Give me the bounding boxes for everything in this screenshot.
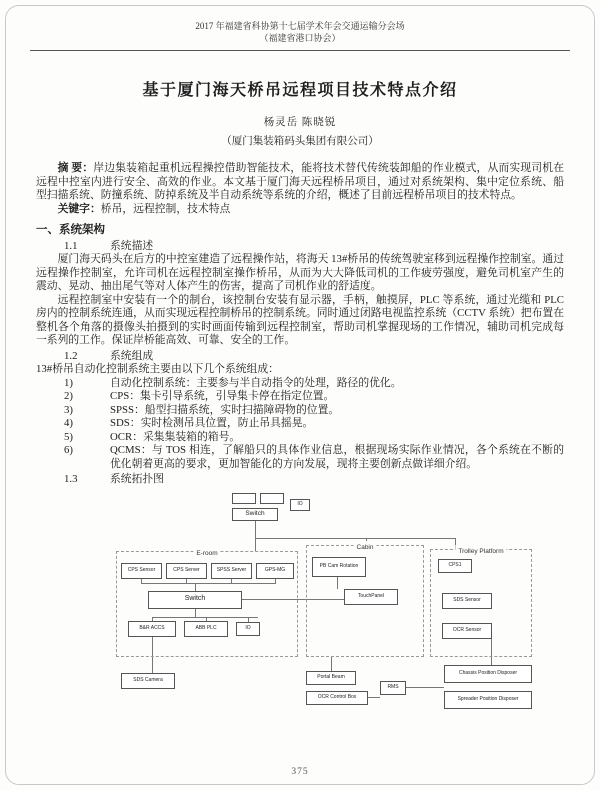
diagram-node: Spreader Position Disposer <box>444 691 532 709</box>
diagram-connector <box>368 697 380 698</box>
list-item-text: SDS：实时检测吊具位置，防止吊具摇晃。 <box>110 417 314 429</box>
diagram-region-label: Cabin <box>354 541 377 555</box>
list-item-text: 自动化控制系统：主要参与半自动指令的处理，路径的优化。 <box>110 376 402 389</box>
diagram-node: IO <box>290 499 310 511</box>
list-item <box>36 404 564 418</box>
list-item <box>36 431 564 445</box>
subsection-1-1-number: 1.1 <box>64 239 78 252</box>
diagram-node: ABB PLC <box>184 621 228 637</box>
diagram-node: SDS Sensor <box>442 593 492 609</box>
paper-title: 基于厦门海天桥吊远程项目技术特点介绍 <box>142 82 458 99</box>
diagram-connector <box>406 687 444 688</box>
subsection-1-1-title: 系统描述 <box>110 239 154 252</box>
diagram-node: B&R ACCS <box>128 621 176 637</box>
keywords-text: 桥吊，远程控制，技术特点 <box>100 202 231 215</box>
list-item-text: CPS：集卡引导系统，引导集卡停在指定位置。 <box>110 390 335 402</box>
subsection-1-3-number: 1.3 <box>64 473 78 485</box>
diagram-node: Switch <box>148 591 242 609</box>
list-item-text: QCMS：与 TOS 相连，了解船只的具体作业信息，根据现场实际作业情况，各个系统在不断的优化朝着更高的要求，更加智能化的方向发展，现将主要创新点做详细介绍。 <box>110 444 564 470</box>
diagram-node: Switch <box>232 508 278 521</box>
keywords-line <box>36 203 564 217</box>
page-number: 375 <box>291 767 309 777</box>
diagram-node: PB Cam Rotation <box>312 557 366 577</box>
list-item-number: 6) <box>64 444 73 456</box>
subsection-1-2-title: 系统组成 <box>110 349 154 362</box>
abstract-text: 岸边集装箱起重机远程操控借助智能技术，能将技术替代传统装卸船的作业模式，从而实现司机在远程中控室内进行安全、高效的作业。本文基于厦门海天远程桥吊项目，通过对系统架构、集中定位系统、船型扫描系统、防撞系统、防掉系统及半自动系统等系统的介绍，概述了目前远程桥吊项目的技术特点。 <box>36 162 564 201</box>
diagram-node: OCR Sensor <box>442 623 492 639</box>
paragraph-2: 远程控制室中安装有一个的制台，该控制台安装有显示器，手柄，触摸屏，PLC 等系统，通过光缆和 PLC 房内的控制系统连通，从而实现远程控制桥吊的控制系统。同时通过闭路电视监控系统（CCTV 系统）把布置在整机各个角落的摄像头拍摄到的实时画面传输到远程控制室，帮助司机掌握现场的工作情况，辅助司机完成每一系列的工作。保证岸桥能高效、可靠、安全的工作。 <box>36 293 564 346</box>
diagram-connector <box>255 538 456 539</box>
diagram-node <box>260 493 284 504</box>
list-item-number: 1) <box>64 376 73 389</box>
header-divider <box>30 50 570 51</box>
list-item-number: 3) <box>64 403 73 416</box>
list-item <box>36 444 564 471</box>
paragraph-1: 厦门海天码头在后方的中控室建造了远程操作站，将海天 13#桥吊的传统驾驶室移到远程操作控制室。通过远程操作控制室，允许司机在远程控制室操作桥吊，从而为大大降低司机的工作疲劳强度，避免司机室产生的震动、晃动、抽出尾气等对人体产生的伤害，提高了司机作业的舒适度。 <box>36 253 564 292</box>
diagram-node: Chassis Position Disposer <box>444 665 532 683</box>
affiliation: （厦门集装箱码头集团有限公司） <box>221 136 379 147</box>
diagram-node <box>232 493 256 504</box>
topology-diagram <box>36 493 564 713</box>
list-item-number: 2) <box>64 390 73 402</box>
diagram-node: SDS Camera <box>121 673 175 689</box>
diagram-region-label: E-room <box>193 547 220 561</box>
list-item-number: 5) <box>64 430 73 443</box>
list-item-number: 4) <box>64 417 73 429</box>
conference-header-line2: （福建省港口协会） <box>259 33 341 43</box>
diagram-connector <box>331 657 332 671</box>
subsection-1-3-title: 系统拓扑图 <box>110 473 164 485</box>
conference-header-line1: 2017 年福建省科协第十七届学术年会交通运输分会场 <box>195 21 405 31</box>
diagram-node: Portal Beam <box>306 671 356 685</box>
system-list-intro: 13#桥吊自动化控制系统主要由以下几个系统组成： <box>36 363 279 375</box>
diagram-node: RMS <box>380 681 406 695</box>
keywords-label: 关键字： <box>57 202 101 215</box>
diagram-node: CPS1 <box>438 559 472 573</box>
abstract-label: 摘 要： <box>57 162 94 174</box>
abstract-paragraph <box>36 162 564 203</box>
list-item <box>36 390 564 404</box>
subsection-1-2-number: 1.2 <box>64 349 78 362</box>
subsection-1-3-heading <box>36 473 564 487</box>
list-item <box>36 417 564 431</box>
diagram-connector <box>255 521 256 551</box>
diagram-node: TouchPanel <box>344 589 398 605</box>
diagram-node: SPSS Server <box>211 563 252 579</box>
list-item-text: SPSS：船型扫描系统，实时扫描障碍物的位置。 <box>110 403 340 416</box>
authors: 杨灵岳 陈晓锐 <box>263 117 337 128</box>
subsection-1-2-heading <box>36 350 564 364</box>
list-item-text: OCR：采集集装箱的箱号。 <box>110 430 241 443</box>
diagram-node: OCR Control Box <box>306 691 368 705</box>
paper-body <box>36 162 564 713</box>
section-1-heading: 一、系统架构 <box>36 224 105 236</box>
conference-header <box>0 0 600 44</box>
diagram-region-label: Trolley Platform <box>455 545 506 559</box>
diagram-node: GPS-MG <box>256 563 294 579</box>
diagram-node: CPS Server <box>166 563 207 579</box>
subsection-1-1-heading <box>36 240 564 254</box>
diagram-node: IO <box>236 622 260 636</box>
diagram-node: CPS Sensor <box>121 563 162 579</box>
list-item <box>36 377 564 391</box>
